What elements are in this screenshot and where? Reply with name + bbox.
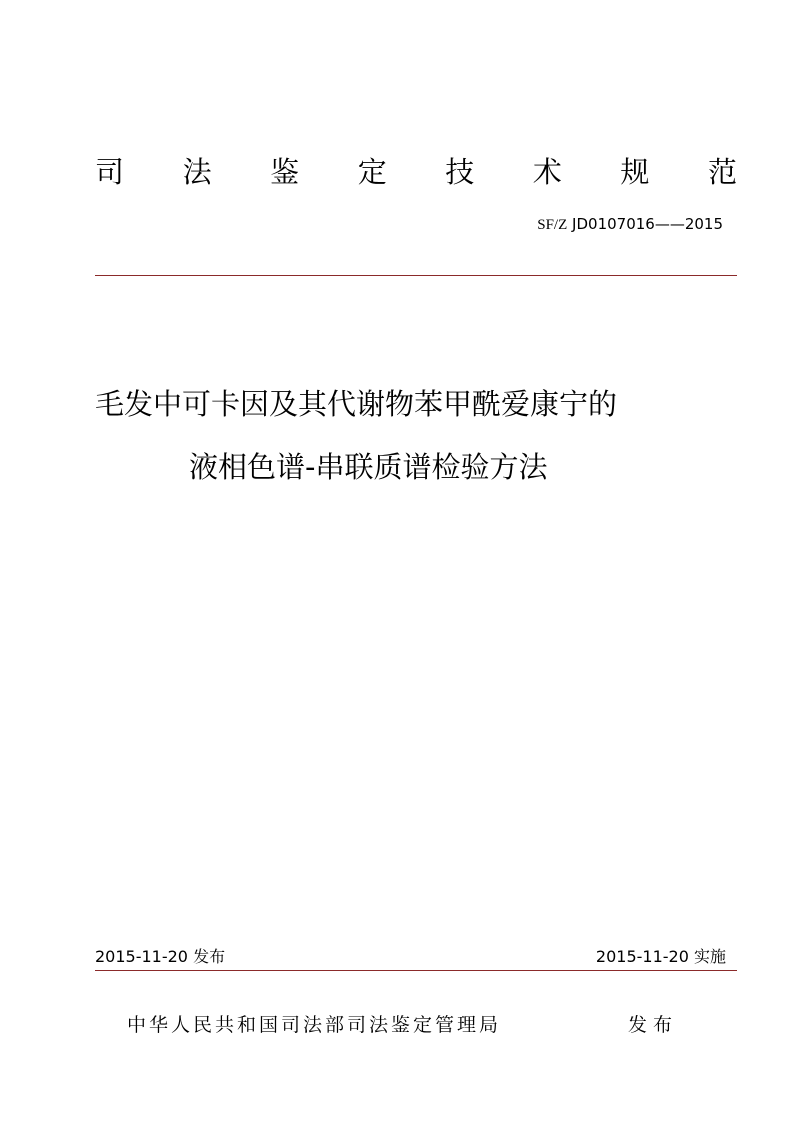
heading-char: 鉴 bbox=[270, 155, 300, 189]
heading-char: 司 bbox=[95, 155, 125, 189]
publish-action: 发布 bbox=[628, 1014, 679, 1036]
heading-char: 范 bbox=[707, 155, 737, 189]
issue-date: 2015-11-20 发布 bbox=[95, 947, 226, 966]
standard-code bbox=[537, 213, 723, 236]
heading-char: 术 bbox=[532, 155, 562, 189]
standard-code-prefix: SF/Z bbox=[537, 217, 568, 233]
document-title-line-2: 液相色谱-串联质谱检验方法 bbox=[189, 450, 548, 484]
heading-char: 定 bbox=[357, 155, 387, 189]
heading-char: 法 bbox=[182, 155, 212, 189]
document-category-heading bbox=[95, 150, 737, 194]
top-divider bbox=[95, 275, 737, 276]
heading-char: 规 bbox=[620, 155, 650, 189]
heading-char: 技 bbox=[445, 155, 475, 189]
effective-date: 2015-11-20 实施 bbox=[595, 947, 726, 966]
bottom-divider bbox=[95, 970, 737, 971]
publisher-name: 中华人民共和国司法部司法鉴定管理局 bbox=[127, 1014, 502, 1036]
standard-code-number: JD0107016——2015 bbox=[572, 215, 723, 233]
document-title-line-1: 毛发中可卡因及其代谢物苯甲酰爱康宁的 bbox=[95, 387, 618, 421]
